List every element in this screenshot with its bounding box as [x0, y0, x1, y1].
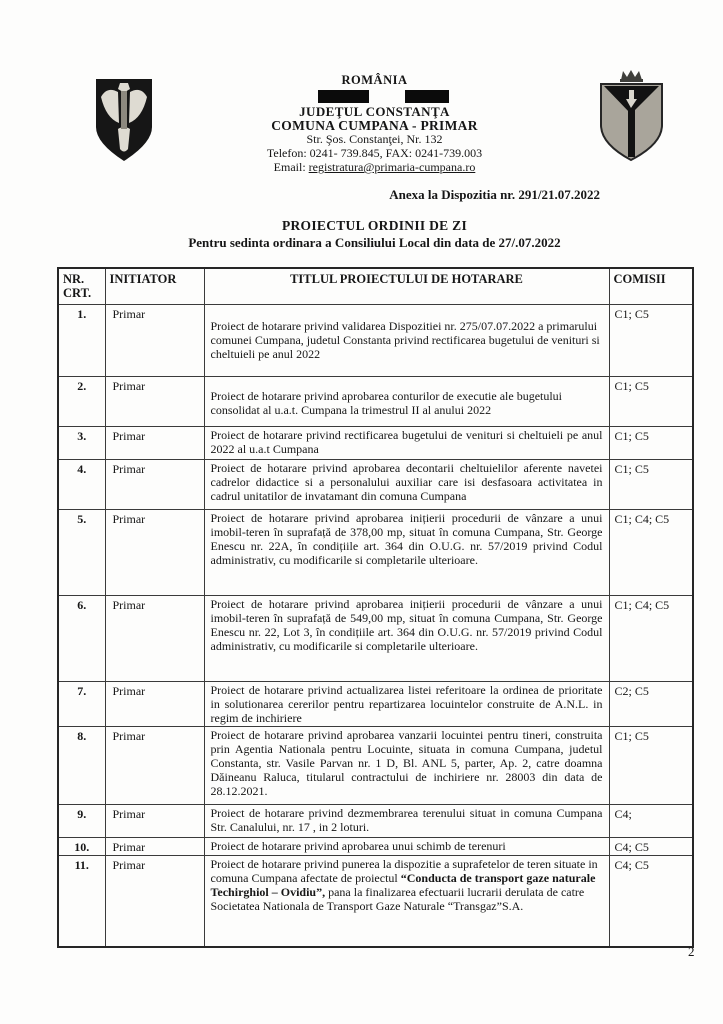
table-row — [58, 681, 693, 726]
redaction-bar — [318, 90, 369, 103]
col-header-nr: NR. CRT. — [58, 268, 105, 304]
cell-initiator: Primar — [105, 426, 204, 459]
cell-title: Proiect de hotarare privind aprobarea decontarii cheltuielilor aferente navetei cadrelor didactice si a personalului auxiliar care isi desfasoara activitatea in cadrul unitatilor de invatamant din comuna Cumpana — [204, 459, 609, 509]
page-number: 2 — [688, 944, 695, 959]
cell-title: Proiect de hotarare privind aprobarea unui schimb de terenuri — [204, 837, 609, 855]
cell-nr: 11. — [58, 855, 105, 947]
table-row — [58, 459, 693, 509]
title-bold-text: “Conducta de transport gaze naturale Techirghiol – Ovidiu”, — [210, 870, 596, 899]
cell-title: Proiect de hotarare privind rectificarea bugetului de venituri si cheltuieli pe anul 2022 al u.a.t Cumpana — [204, 426, 609, 459]
redaction-bar — [405, 90, 449, 103]
cell-comisii: C4; — [609, 804, 693, 837]
cell-nr: 4. — [58, 459, 105, 509]
cell-title: Proiect de hotarare privind dezmembrarea terenului situat in comuna Cumpana Str. Canalului, nr. 17 , in 2 loturi. — [204, 804, 609, 837]
cell-title: Proiect de hotarare privind actualizarea listei referitoare la ordinea de prioritate in solutionarea cererilor pentru repartizarea locuintelor construite de A.N.L. in regim de inchiriere — [204, 681, 609, 726]
street-address: Str. Şos. Constanţei, Nr. 132 — [306, 132, 443, 146]
cell-title: Proiect de hotarare privind aprobarea vanzarii locuintei pentru tineri, construita prin Agentia Nationala pentru Locuinte, situata in comuna Cumpana, judetul Constanta, str. Vasile Parvan nr. 1 D, Bl. ANL 5, parter, Ap. 2, catre doamna Dăineanu Raluca, titularul contractului de inchiriere nr. 28003 din data de 28.12.2021. — [204, 726, 609, 804]
redaction-bars — [66, 90, 701, 103]
agenda-table — [57, 267, 694, 948]
cell-initiator: Primar — [105, 595, 204, 681]
cell-comisii: C1; C5 — [609, 304, 693, 376]
col-header-comisii: COMISII — [609, 268, 693, 304]
cell-nr: 6. — [58, 595, 105, 681]
cell-initiator: Primar — [105, 855, 204, 947]
cell-nr: 10. — [58, 837, 105, 855]
cell-initiator: Primar — [105, 509, 204, 595]
table-row — [58, 376, 693, 426]
cell-title: Proiect de hotarare privind aprobarea inițierii procedurii de vânzare a unui imobil-teren în suprafață de 549,00 mp, situat în comuna Cumpana, Str. George Enescu nr. 22, Lot 3, în condițiile art. 364 din O.U.G. nr. 57/2019 privind Codul administrativ, cu modificarile si completarile ulterioare. — [204, 595, 609, 681]
table-row — [58, 726, 693, 804]
cell-title: Proiect de hotarare privind validarea Dispozitiei nr. 275/07.07.2022 a primarului comunei Cumpana, judetul Constanta privind rectificarea bugetului de venituri si cheltuieli pe anul 2022 — [204, 304, 609, 376]
table-row — [58, 855, 693, 947]
cell-initiator: Primar — [105, 459, 204, 509]
cell-nr: 3. — [58, 426, 105, 459]
cell-nr: 7. — [58, 681, 105, 726]
cell-initiator: Primar — [105, 681, 204, 726]
col-header-title: TITLUL PROIECTULUI DE HOTARARE — [204, 268, 609, 304]
cell-nr: 9. — [58, 804, 105, 837]
cell-title — [204, 855, 609, 947]
cell-comisii: C1; C5 — [609, 376, 693, 426]
annex-reference: Anexa la Dispozitia nr. 291/21.07.2022 — [389, 187, 600, 202]
cell-nr: 8. — [58, 726, 105, 804]
cell-initiator: Primar — [105, 804, 204, 837]
cell-nr: 2. — [58, 376, 105, 426]
table-row — [58, 509, 693, 595]
cell-comisii: C4; C5 — [609, 855, 693, 947]
document-title: PROIECTUL ORDINII DE ZI — [281, 218, 468, 233]
cell-comisii: C1; C5 — [609, 426, 693, 459]
table-header-row — [58, 268, 693, 304]
cell-nr: 1. — [58, 304, 105, 376]
cell-initiator: Primar — [105, 837, 204, 855]
cell-title: Proiect de hotarare privind aprobarea inițierii procedurii de vânzare a unui imobil-teren în suprafață de 378,00 mp, situat în comuna Cumpana, Str. George Enescu nr. 22A, în condițiile art. 364 din O.U.G. nr. 57/2019 privind Codul administrativ, cu modificarile si completarile ulterioare. — [204, 509, 609, 595]
country-name: ROMÂNIA — [341, 73, 408, 87]
email-label: Email: — [273, 160, 306, 174]
cell-comisii: C1; C5 — [609, 459, 693, 509]
title-text: pana la finalizarea efectuarii lucrarii derulata de catre Societatea Nationala de Transport Gaze Naturale “Transgaz”S.A. — [210, 884, 585, 913]
cell-comisii: C1; C5 — [609, 726, 693, 804]
table-row — [58, 837, 693, 855]
table-row — [58, 595, 693, 681]
commune-name: COMUNA CUMPANA - PRIMAR — [271, 118, 478, 133]
cell-nr: 5. — [58, 509, 105, 595]
cell-comisii: C1; C4; C5 — [609, 509, 693, 595]
cell-initiator: Primar — [105, 726, 204, 804]
email-line — [57, 161, 692, 174]
table-row — [58, 804, 693, 837]
cell-initiator: Primar — [105, 304, 204, 376]
county-name: JUDEŢUL CONSTANŢA — [299, 104, 450, 119]
col-header-initiator: INITIATOR — [105, 268, 204, 304]
cell-comisii: C4; C5 — [609, 837, 693, 855]
phone-fax-line: Telefon: 0241- 739.845, FAX: 0241-739.003 — [266, 146, 483, 160]
table-row — [58, 304, 693, 376]
letterhead — [57, 74, 692, 174]
cell-comisii: C2; C5 — [609, 681, 693, 726]
cell-comisii: C1; C4; C5 — [609, 595, 693, 681]
cell-title: Proiect de hotarare privind aprobarea conturilor de executie ale bugetului consolidat al u.a.t. Cumpana la trimestrul II al anului 2022 — [204, 376, 609, 426]
email-link[interactable]: registratura@primaria-cumpana.ro — [308, 160, 476, 174]
document-subtitle: Pentru sedinta ordinara a Consiliului Local din data de 27/.07.2022 — [188, 235, 561, 250]
cell-initiator: Primar — [105, 376, 204, 426]
table-row — [58, 426, 693, 459]
title-text: Proiect de hotarare privind punerea la dispozitie a suprafetelor de teren situate in comuna Cumpana afectate de proiectul — [210, 856, 598, 885]
